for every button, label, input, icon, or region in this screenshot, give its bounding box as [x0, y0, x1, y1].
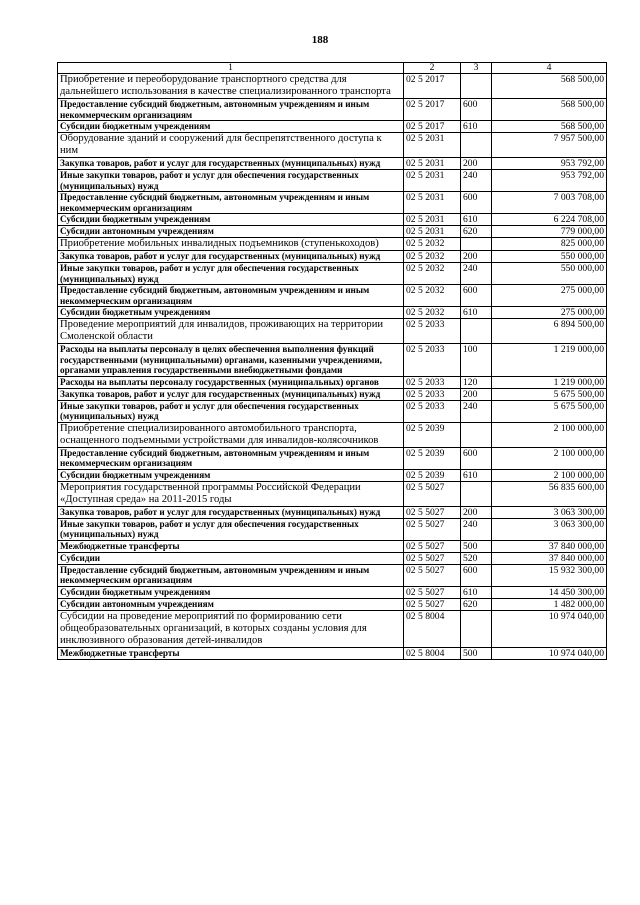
table-row — [58, 192, 607, 214]
row-sum: 1 219 000,00 — [492, 344, 607, 377]
row-expense-type: 240 — [461, 400, 492, 422]
table-row — [58, 469, 607, 481]
row-expense-type — [461, 238, 492, 251]
row-code: 02 5 2032 — [404, 251, 461, 263]
page-number: 188 — [311, 34, 329, 46]
row-code: 02 5 8004 — [404, 647, 461, 659]
row-sum: 953 792,00 — [492, 158, 607, 170]
row-code: 02 5 5027 — [404, 481, 461, 506]
table-row — [58, 540, 607, 552]
row-name: Субсидии бюджетным учреждениям — [58, 586, 404, 598]
row-code: 02 5 2017 — [404, 99, 461, 121]
row-expense-type: 100 — [461, 344, 492, 377]
row-code: 02 5 2031 — [404, 226, 461, 238]
row-expense-type: 600 — [461, 564, 492, 586]
row-sum: 275 000,00 — [492, 285, 607, 307]
row-sum: 7 957 500,00 — [492, 133, 607, 158]
row-code: 02 5 2032 — [404, 307, 461, 319]
header-col-1: 1 — [58, 63, 404, 74]
row-sum: 953 792,00 — [492, 170, 607, 192]
row-expense-type: 600 — [461, 99, 492, 121]
row-expense-type: 600 — [461, 447, 492, 469]
row-code: 02 5 2031 — [404, 214, 461, 226]
row-name: Закупка товаров, работ и услуг для государственных (муниципальных) нужд — [58, 251, 404, 263]
row-code: 02 5 5027 — [404, 518, 461, 540]
row-sum: 2 100 000,00 — [492, 447, 607, 469]
table-row — [58, 307, 607, 319]
row-name: Иные закупки товаров, работ и услуг для обеспечения государственных (муниципальных) нужд — [58, 170, 404, 192]
row-expense-type — [461, 481, 492, 506]
row-sum: 1 482 000,00 — [492, 598, 607, 610]
row-code: 02 5 2031 — [404, 133, 461, 158]
row-name: Предоставление субсидий бюджетным, автономным учреждениям и иным некоммерческим организациям — [58, 99, 404, 121]
row-code: 02 5 2033 — [404, 376, 461, 388]
table-row — [58, 518, 607, 540]
row-code: 02 5 5027 — [404, 506, 461, 518]
row-code: 02 5 2031 — [404, 170, 461, 192]
row-expense-type: 200 — [461, 388, 492, 400]
row-code: 02 5 2017 — [404, 74, 461, 99]
row-name: Субсидии бюджетным учреждениям — [58, 121, 404, 133]
row-expense-type: 120 — [461, 376, 492, 388]
table-row — [58, 170, 607, 192]
row-expense-type: 200 — [461, 506, 492, 518]
row-code: 02 5 5027 — [404, 552, 461, 564]
row-sum: 779 000,00 — [492, 226, 607, 238]
row-name: Субсидии бюджетным учреждениям — [58, 214, 404, 226]
row-name: Предоставление субсидий бюджетным, автономным учреждениям и иным некоммерческим организациям — [58, 447, 404, 469]
table-row — [58, 251, 607, 263]
row-code: 02 5 2017 — [404, 121, 461, 133]
row-code: 02 5 2039 — [404, 422, 461, 447]
row-name: Предоставление субсидий бюджетным, автономным учреждениям и иным некоммерческим организациям — [58, 285, 404, 307]
row-name: Закупка товаров, работ и услуг для государственных (муниципальных) нужд — [58, 388, 404, 400]
row-code: 02 5 2032 — [404, 263, 461, 285]
row-name: Иные закупки товаров, работ и услуг для обеспечения государственных (муниципальных) нужд — [58, 400, 404, 422]
row-expense-type: 500 — [461, 540, 492, 552]
row-sum: 568 500,00 — [492, 99, 607, 121]
row-code: 02 5 2031 — [404, 192, 461, 214]
table-row — [58, 647, 607, 659]
row-sum: 2 100 000,00 — [492, 469, 607, 481]
row-expense-type: 610 — [461, 121, 492, 133]
row-code: 02 5 2032 — [404, 238, 461, 251]
row-code: 02 5 2039 — [404, 447, 461, 469]
row-name: Межбюджетные трансферты — [58, 647, 404, 659]
row-code: 02 5 2039 — [404, 469, 461, 481]
row-code: 02 5 2033 — [404, 400, 461, 422]
row-name: Проведение мероприятий для инвалидов, проживающих на территории Смоленской области — [58, 319, 404, 344]
row-sum: 568 500,00 — [492, 74, 607, 99]
row-name: Закупка товаров, работ и услуг для государственных (муниципальных) нужд — [58, 158, 404, 170]
row-sum: 1 219 000,00 — [492, 376, 607, 388]
row-sum: 37 840 000,00 — [492, 552, 607, 564]
row-name: Приобретение и переоборудование транспортного средства для дальнейшего использования в качестве специализированного транспорта — [58, 74, 404, 99]
row-expense-type: 610 — [461, 307, 492, 319]
row-sum: 550 000,00 — [492, 263, 607, 285]
row-sum: 10 974 040,00 — [492, 647, 607, 659]
table-row — [58, 598, 607, 610]
table-row — [58, 564, 607, 586]
row-sum: 7 003 708,00 — [492, 192, 607, 214]
row-code: 02 5 2033 — [404, 344, 461, 377]
header-col-4: 4 — [492, 63, 607, 74]
row-name: Субсидии бюджетным учреждениям — [58, 307, 404, 319]
row-name: Субсидии бюджетным учреждениям — [58, 469, 404, 481]
row-sum: 5 675 500,00 — [492, 388, 607, 400]
row-sum: 825 000,00 — [492, 238, 607, 251]
table-row — [58, 447, 607, 469]
row-sum: 2 100 000,00 — [492, 422, 607, 447]
row-code: 02 5 2032 — [404, 285, 461, 307]
row-name: Иные закупки товаров, работ и услуг для обеспечения государственных (муниципальных) нужд — [58, 518, 404, 540]
row-sum: 56 835 600,00 — [492, 481, 607, 506]
row-code: 02 5 2033 — [404, 388, 461, 400]
table-row — [58, 506, 607, 518]
table-row — [58, 586, 607, 598]
row-code: 02 5 5027 — [404, 540, 461, 552]
table-row — [58, 344, 607, 377]
table-row — [58, 158, 607, 170]
row-sum: 275 000,00 — [492, 307, 607, 319]
table-header-row — [58, 63, 607, 74]
row-sum: 15 932 300,00 — [492, 564, 607, 586]
row-sum: 6 224 708,00 — [492, 214, 607, 226]
table-row — [58, 376, 607, 388]
table-row — [58, 552, 607, 564]
row-expense-type: 600 — [461, 192, 492, 214]
row-expense-type: 240 — [461, 170, 492, 192]
header-col-3: 3 — [461, 63, 492, 74]
row-expense-type: 610 — [461, 586, 492, 598]
row-code: 02 5 5027 — [404, 564, 461, 586]
table-row — [58, 133, 607, 158]
table-row — [58, 422, 607, 447]
row-code: 02 5 5027 — [404, 586, 461, 598]
row-sum: 568 500,00 — [492, 121, 607, 133]
row-sum: 6 894 500,00 — [492, 319, 607, 344]
row-name: Расходы на выплаты персоналу в целях обеспечения выполнения функций государственными (муниципальными) органами, казенными учреждениями, органами управления государственными внебюджетными фондами — [58, 344, 404, 377]
row-sum: 14 450 300,00 — [492, 586, 607, 598]
row-expense-type — [461, 422, 492, 447]
row-name: Иные закупки товаров, работ и услуг для обеспечения государственных (муниципальных) нужд — [58, 263, 404, 285]
row-name: Приобретение мобильных инвалидных подъемников (ступенькоходов) — [58, 238, 404, 251]
row-sum: 3 063 300,00 — [492, 518, 607, 540]
table-row — [58, 319, 607, 344]
row-sum: 10 974 040,00 — [492, 610, 607, 647]
row-name: Мероприятия государственной программы Российской Федерации «Доступная среда» на 2011-2015 годы — [58, 481, 404, 506]
row-expense-type: 620 — [461, 598, 492, 610]
row-expense-type — [461, 610, 492, 647]
table-row — [58, 481, 607, 506]
row-expense-type: 240 — [461, 263, 492, 285]
row-name: Субсидии — [58, 552, 404, 564]
row-name: Оборудование зданий и сооружений для беспрепятственного доступа к ним — [58, 133, 404, 158]
row-code: 02 5 8004 — [404, 610, 461, 647]
row-expense-type — [461, 319, 492, 344]
row-name: Расходы на выплаты персоналу государственных (муниципальных) органов — [58, 376, 404, 388]
table-row — [58, 121, 607, 133]
table-row — [58, 214, 607, 226]
row-expense-type: 200 — [461, 158, 492, 170]
row-name: Межбюджетные трансферты — [58, 540, 404, 552]
table-row — [58, 263, 607, 285]
row-name: Субсидии автономным учреждениям — [58, 598, 404, 610]
table-row — [58, 99, 607, 121]
row-expense-type: 610 — [461, 469, 492, 481]
row-name: Субсидии на проведение мероприятий по формированию сети общеобразовательных организаций, в которых созданы условия для инклюзивного образования детей-инвалидов — [58, 610, 404, 647]
table-row — [58, 610, 607, 647]
row-expense-type: 620 — [461, 226, 492, 238]
table-row — [58, 400, 607, 422]
row-sum: 5 675 500,00 — [492, 400, 607, 422]
row-expense-type: 200 — [461, 251, 492, 263]
budget-table — [57, 62, 607, 660]
row-sum: 37 840 000,00 — [492, 540, 607, 552]
table-row — [58, 285, 607, 307]
table-row — [58, 226, 607, 238]
row-expense-type — [461, 74, 492, 99]
row-expense-type — [461, 133, 492, 158]
row-name: Субсидии автономным учреждениям — [58, 226, 404, 238]
table-row — [58, 388, 607, 400]
table-row — [58, 238, 607, 251]
row-name: Предоставление субсидий бюджетным, автономным учреждениям и иным некоммерческим организациям — [58, 564, 404, 586]
row-code: 02 5 2031 — [404, 158, 461, 170]
row-code: 02 5 5027 — [404, 598, 461, 610]
header-col-2: 2 — [404, 63, 461, 74]
row-expense-type: 610 — [461, 214, 492, 226]
row-name: Приобретение специализированного автомобильного транспорта, оснащенного подъемными устройствами для инвалидов-колясочников — [58, 422, 404, 447]
row-name: Закупка товаров, работ и услуг для государственных (муниципальных) нужд — [58, 506, 404, 518]
row-code: 02 5 2033 — [404, 319, 461, 344]
row-expense-type: 600 — [461, 285, 492, 307]
row-sum: 550 000,00 — [492, 251, 607, 263]
row-expense-type: 500 — [461, 647, 492, 659]
row-expense-type: 520 — [461, 552, 492, 564]
row-expense-type: 240 — [461, 518, 492, 540]
row-name: Предоставление субсидий бюджетным, автономным учреждениям и иным некоммерческим организациям — [58, 192, 404, 214]
table-row — [58, 74, 607, 99]
row-sum: 3 063 300,00 — [492, 506, 607, 518]
